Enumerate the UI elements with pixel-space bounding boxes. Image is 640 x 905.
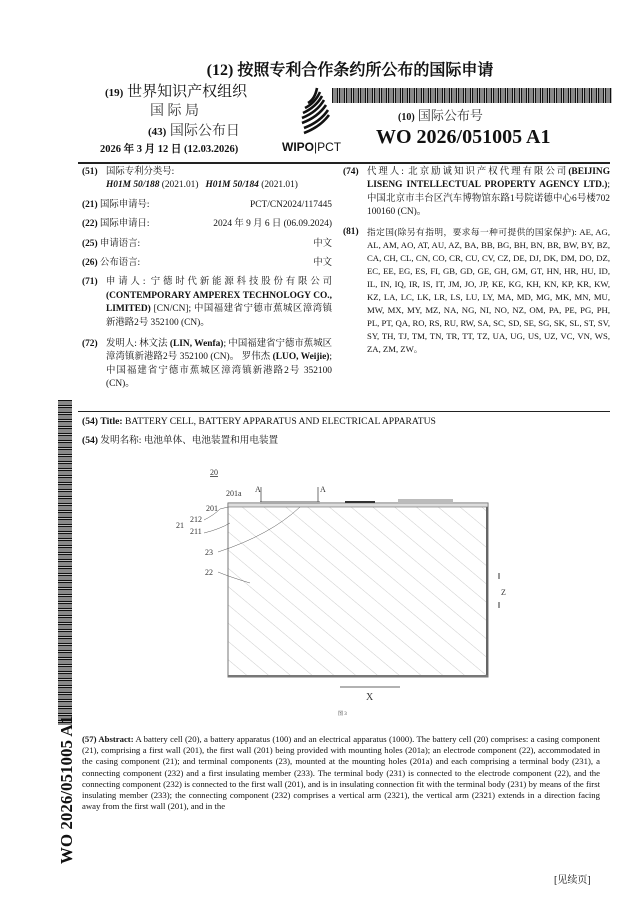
field-code: (81)	[343, 226, 359, 237]
axis-x-label: X	[366, 692, 374, 703]
field-code: (26)	[82, 258, 98, 269]
field-25	[82, 238, 332, 251]
title-label: Title:	[100, 416, 123, 427]
org-code: (19)	[105, 87, 124, 99]
title-cn	[82, 435, 278, 447]
inventor-1-en: (LIN, Wenfa)	[169, 339, 224, 350]
agent-en: (BEIJING LISENG INTELLECTUAL PROPERTY AGENCY LTD.)	[367, 167, 610, 191]
abstract	[82, 734, 600, 812]
ref-201a: 201a	[226, 489, 242, 498]
inventor-1-address: ; 中国福建省宁德市蕉城区漳湾镇新港路2号 352100 (CN)。 罗伟杰	[106, 339, 333, 363]
continued-note: [见续页]	[554, 875, 591, 886]
barcode	[332, 88, 612, 103]
ipc-class: H01M 50/188	[106, 180, 160, 191]
ref-212: 212	[190, 515, 202, 524]
filing-date: 2024 年 9 月 6 日 (06.09.2024)	[213, 219, 332, 230]
pub-no-label: 国际公布号	[417, 108, 483, 123]
field-22	[82, 218, 332, 231]
ref-211: 211	[190, 527, 202, 536]
figure-caption: 图 3	[338, 712, 347, 717]
electrode-component	[228, 503, 488, 677]
pub-date: 2026 年 3 月 12 日 (12.03.2026)	[100, 144, 239, 155]
bureau: 国 际 局	[150, 104, 199, 119]
pub-no-code: (10)	[398, 112, 415, 123]
filing-language: 中文	[313, 238, 332, 249]
publication-language: 中文	[313, 258, 332, 269]
field-51	[82, 166, 332, 193]
org-name: 世界知识产权组织	[127, 84, 248, 100]
ref-21: 21	[176, 521, 184, 530]
biblio-divider	[78, 411, 610, 412]
field-code: (72)	[82, 339, 98, 350]
biblio-left-column	[82, 166, 332, 392]
inventor-2-en: (LUO, Weijie)	[272, 352, 330, 363]
field-code: (22)	[82, 219, 98, 230]
designated-states: 指定国(除另有指明，要求每一种可提供的国家保护): AE, AG, AL, AM, AO, AT, AU, AZ, BA, BB, BG, BH, BN, BR, BW, BY, BZ, CA, CH, CL, CN, CO, CR, CU, CV, CZ, DE, DJ, DK, DM, DO, DZ, EC, EE, EG, ES, FI, GB, GD, GE, GH, GM, GT, HN, HR, HU, ID, IL, IN, IQ, IR, IS, IT, JM, JO, JP, KE, KG, KH, KN, KP, KR, KW, KZ, LA, LC, LK, LR, LS, LU, LY, MA, MD, MG, MK, MN, MU, MW, MX, MY, MZ, NA, NG, NI, NO, NZ, OM, PA, PE, PG, PH, PL, PT, QA, RO, RS, RU, RW, SA, SC, SD, SE, SG, SK, SL, ST, SV, SY, TH, TJ, TM, TN, TR, TT, TZ, UA, UG, US, UZ, VC, VN, WS, ZA, ZM, ZW。	[367, 226, 610, 354]
terminal-component	[260, 501, 320, 504]
ipc-version: (2021.01)	[261, 180, 298, 191]
header-divider	[78, 162, 610, 164]
field-code: (74)	[343, 167, 359, 177]
title-label: 发明名称:	[100, 435, 142, 446]
field-81-designated-states	[343, 226, 610, 356]
side-publication-number: WO 2026/051005 A1	[57, 715, 76, 865]
org-name-line	[105, 84, 247, 102]
field-code: (54)	[82, 416, 98, 427]
field-21	[82, 199, 332, 212]
field-code: (54)	[82, 435, 98, 446]
field-71-applicant	[82, 276, 332, 330]
section-mark-a: A	[255, 485, 261, 494]
pub-date-label-line	[148, 124, 240, 140]
applicant-en: (CONTEMPORARY AMPEREX TECHNOLOGY CO., LIMITED)	[106, 290, 332, 315]
agent-cn: 代理人: 北京励诚知识产权代理有限公司	[367, 167, 569, 177]
field-74-agent	[343, 166, 610, 220]
axis-z-label: Z	[501, 588, 506, 597]
title-value: 电池单体、电池装置和用电装置	[143, 435, 279, 446]
applicant-cn: 申请人: 宁德时代新能源科技股份有限公司	[106, 277, 332, 288]
field-label: 申请语言:	[99, 238, 141, 249]
ref-22: 22	[205, 568, 213, 577]
title-en	[82, 416, 436, 428]
vertical-barcode	[58, 400, 72, 725]
field-code: (71)	[82, 277, 98, 288]
application-number: PCT/CN2024/117445	[250, 199, 332, 210]
ipc-class: H01M 50/184	[205, 180, 259, 191]
pub-date-label: 国际公布日	[169, 124, 240, 139]
field-code: (51)	[82, 167, 98, 177]
field-label: 国际专利分类号:	[106, 167, 175, 177]
pub-no-label-line	[398, 108, 483, 125]
field-label: 公布语言:	[99, 258, 141, 269]
wipo-logo-text: WIPO|PCT	[282, 140, 342, 154]
applicant-address: [CN/CN]; 中国福建省宁德市蕉城区漳湾镇新港路2号 352100 (CN)。	[106, 304, 332, 328]
abstract-label: (57) Abstract:	[82, 734, 134, 744]
ref-20: 20	[210, 468, 218, 477]
document-type: (12) 按照专利合作条约所公布的国际申请	[206, 62, 494, 79]
field-code: (21)	[82, 199, 98, 210]
ipc-version: (2021.01)	[161, 180, 199, 191]
abstract-text: A battery cell (20), a battery apparatus (100) and an electrical apparatus (1000). The battery cell (20) comprises: a casing component (21), comprising a first wall (201), the first wall (201) being provided with mounting holes (201a); an electrode component (22), accommodated in the casing component (21); and terminal components (23), mounted at the mounting holes (201a) and each comprising a terminal body (231), a connecting component (232) and a first insulating member (233). The terminal body (231) is connected to the electrode component (22), and the connecting component (232) is connected to the first wall (201), and is in insulating connection fit with the terminal body (231) by means of the first insulating member (233); the connecting component (232) comprises a vertical arm (2321), the vertical arm (2321) extends in a direction facing away from the first wall (201), and in the	[82, 734, 600, 812]
inventor-2-address: ; 中国福建省宁德市蕉城区漳湾镇新港路2号 352100 (CN)。	[106, 352, 332, 390]
biblio-right-column	[343, 166, 610, 356]
field-label: 国际申请号:	[99, 199, 150, 210]
terminal-component	[398, 499, 453, 503]
inventor-1-cn: 发明人: 林文法	[106, 339, 170, 350]
field-label: 国际申请日:	[99, 219, 150, 230]
field-code: (25)	[82, 238, 98, 249]
ref-23: 23	[205, 548, 213, 557]
section-mark-a: A	[320, 485, 326, 494]
ref-201: 201	[206, 504, 218, 513]
agent-address: ; 中国北京市丰台区汽车博物馆东路1号院诺德中心6号楼702 100160 (CN)。	[367, 180, 610, 218]
title-value: BATTERY CELL, BATTERY APPARATUS AND ELECTRICAL APPARATUS	[125, 416, 436, 427]
pub-date-code: (43)	[148, 126, 167, 138]
field-72-inventors	[82, 338, 332, 392]
figure-3	[170, 465, 530, 725]
field-26	[82, 257, 332, 270]
publication-number: WO 2026/051005 A1	[376, 126, 551, 148]
